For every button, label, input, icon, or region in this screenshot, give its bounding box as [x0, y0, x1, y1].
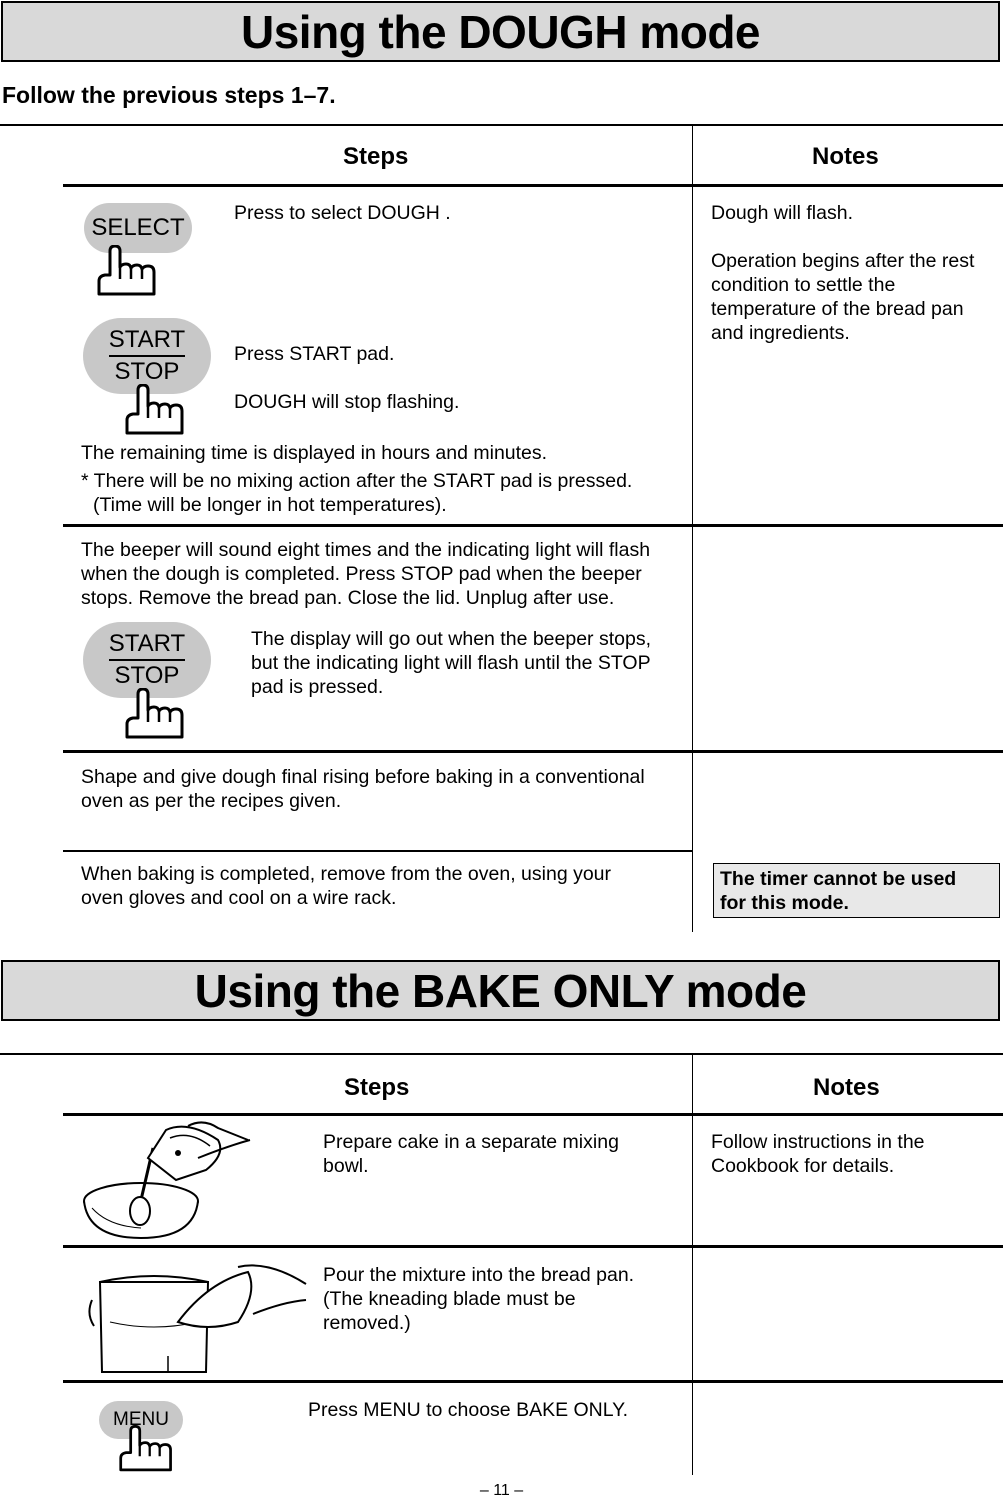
row-rule: [63, 850, 693, 852]
row-rule: [63, 524, 1003, 527]
pointing-hand-icon: [118, 1425, 176, 1473]
bake-only-mode-title: Using the BAKE ONLY mode: [1, 960, 1000, 1021]
display-text-line: pad is pressed.: [251, 676, 384, 698]
timer-note-box: [713, 863, 1000, 918]
menu-pad: MENU: [99, 1401, 183, 1439]
hot-temp-note: (Time will be longer in hot temperatures).: [93, 494, 447, 516]
start-label: START: [108, 630, 186, 657]
timer-note-line: The timer cannot be used: [720, 868, 957, 890]
steps-header: Steps: [343, 143, 409, 170]
baking-text-line: oven gloves and cool on a wire rack.: [81, 887, 397, 909]
pointing-hand-icon: [124, 384, 188, 436]
shape-text-line: oven as per the recipes given.: [81, 790, 342, 812]
stop-label: STOP: [114, 662, 180, 689]
start-label: START: [108, 326, 186, 353]
no-mixing-note: * There will be no mixing action after the START pad is pressed.: [81, 470, 633, 492]
start-stop-pad: [83, 318, 211, 394]
display-text-line: but the indicating light will flash until the STOP: [251, 652, 651, 674]
stop-label: STOP: [114, 358, 180, 385]
header-rule: [63, 184, 1003, 187]
pour-into-pan-illustration: [88, 1252, 310, 1380]
beeper-text-line: when the dough is completed. Press STOP pad when the beeper: [81, 563, 642, 585]
baking-text-line: When baking is completed, remove from the oven, using your: [81, 863, 612, 885]
select-instruction: Press to select DOUGH .: [234, 202, 451, 224]
start-stop-pad: [83, 622, 211, 698]
stop-flash-text: DOUGH will stop flashing.: [234, 391, 460, 413]
row-rule: [63, 1245, 1003, 1248]
start-instruction: Press START pad.: [234, 343, 395, 365]
beeper-text-line: stops. Remove the bread pan. Close the lid. Unplug after use.: [81, 587, 615, 609]
notes-header: Notes: [812, 143, 879, 170]
pour-text-line: Pour the mixture into the bread pan.: [323, 1264, 635, 1286]
dough-mode-title: Using the DOUGH mode: [1, 1, 1000, 62]
column-divider: [692, 1055, 693, 1475]
operation-note-line: Operation begins after the rest: [711, 250, 975, 272]
notes-header: Notes: [813, 1074, 880, 1101]
display-text-line: The display will go out when the beeper stops,: [251, 628, 651, 650]
intro-text: Follow the previous steps 1–7.: [2, 82, 336, 108]
follow-note-line: Follow instructions in the: [711, 1131, 925, 1153]
dough-flash-note: Dough will flash.: [711, 202, 853, 224]
page-number: – 11 –: [479, 1482, 524, 1499]
operation-note-line: condition to settle the: [711, 274, 896, 296]
table-top-rule: [0, 124, 1003, 126]
prepare-text-line: Prepare cake in a separate mixing: [323, 1131, 619, 1153]
row-rule: [63, 1380, 1003, 1383]
pour-text-line: removed.): [323, 1312, 411, 1334]
beeper-text-line: The beeper will sound eight times and the indicating light will flash: [81, 539, 651, 561]
operation-note-line: temperature of the bread pan: [711, 298, 964, 320]
prepare-text-line: bowl.: [323, 1155, 369, 1177]
follow-note-line: Cookbook for details.: [711, 1155, 895, 1177]
mixer-bowl-illustration: [78, 1118, 318, 1243]
remaining-time-text: The remaining time is displayed in hours and minutes.: [81, 442, 548, 464]
operation-note-line: and ingredients.: [711, 322, 850, 344]
steps-header: Steps: [344, 1074, 410, 1101]
row-rule: [63, 750, 1003, 753]
menu-instruction: Press MENU to choose BAKE ONLY.: [308, 1399, 629, 1421]
pad-divider: [109, 355, 185, 357]
pad-divider: [109, 659, 185, 661]
pointing-hand-icon: [124, 688, 188, 740]
header-rule: [63, 1113, 1003, 1116]
timer-note-line: for this mode.: [720, 892, 849, 914]
shape-text-line: Shape and give dough final rising before baking in a conventional: [81, 766, 645, 788]
column-divider: [692, 126, 693, 932]
pour-text-line: (The kneading blade must be: [323, 1288, 576, 1310]
pointing-hand-icon: [96, 245, 160, 297]
select-pad: SELECT: [84, 203, 192, 253]
table-top-rule: [0, 1053, 1003, 1055]
